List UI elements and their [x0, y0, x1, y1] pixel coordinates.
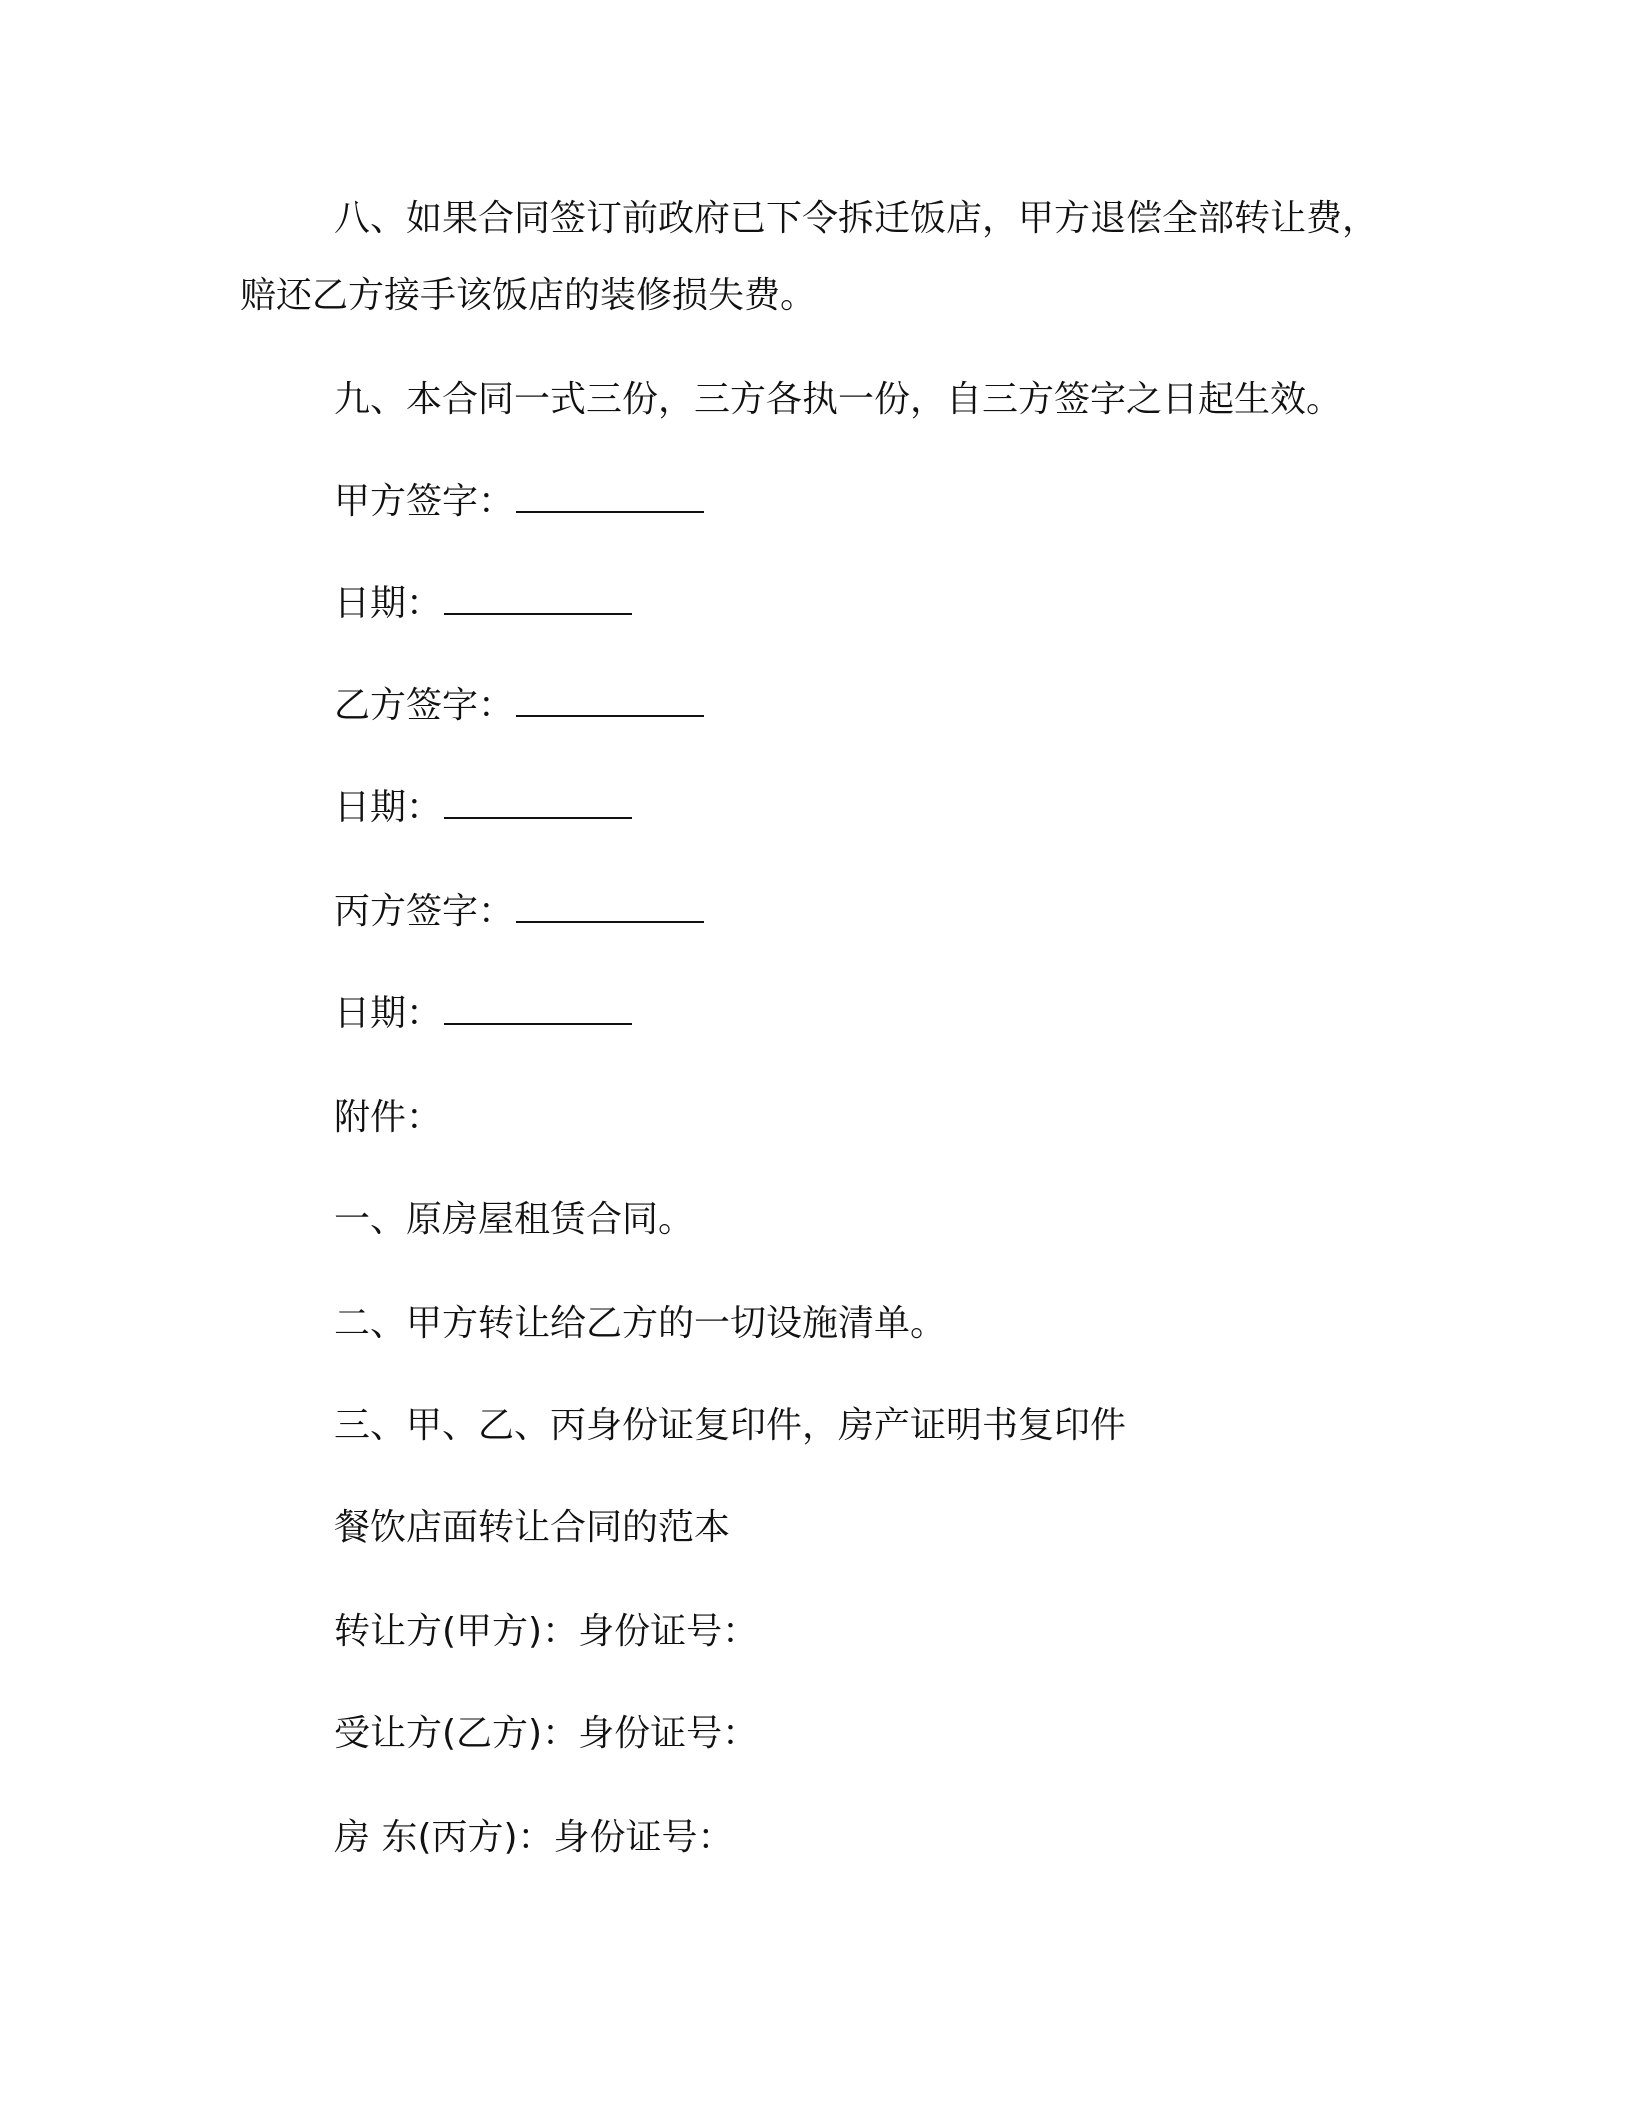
clause-nine: 九、本合同一式三份，三方各执一份，自三方签字之日起生效。 [334, 379, 1343, 420]
date-label-1: 日期： [334, 583, 443, 624]
party-c-signature-blank [516, 891, 704, 923]
attachments-heading: 附件： [334, 1097, 443, 1138]
attachment-item-1: 一、原房屋租赁合同。 [334, 1199, 695, 1240]
party-b-signature-blank [516, 685, 704, 717]
transferor-line: 转让方(甲方)：身份证号： [334, 1611, 759, 1652]
date-blank-1 [444, 583, 632, 615]
date-label-2: 日期： [334, 787, 443, 828]
party-a-signature-blank [516, 481, 704, 513]
date-blank-3 [444, 993, 632, 1025]
landlord-line: 房 东(丙方)：身份证号： [334, 1817, 734, 1858]
party-a-signature-row [334, 480, 704, 524]
party-a-signature-label: 甲方签字： [334, 481, 515, 522]
date-row-2 [334, 786, 632, 830]
attachment-item-3: 三、甲、乙、丙身份证复印件，房产证明书复印件 [334, 1405, 1127, 1446]
date-blank-2 [444, 787, 632, 819]
party-b-signature-row [334, 684, 704, 728]
party-c-signature-row [334, 890, 704, 934]
transferee-line: 受让方(乙方)：身份证号： [334, 1713, 759, 1754]
date-row-3 [334, 992, 632, 1036]
date-row-1 [334, 582, 632, 626]
attachment-item-2: 二、甲方转让给乙方的一切设施清单。 [334, 1303, 947, 1344]
date-label-3: 日期： [334, 993, 443, 1034]
clause-eight: 八、如果合同签订前政府已下令拆迁饭店，甲方退偿全部转让费，赔还乙方接手该饭店的装修损失费。 [240, 198, 1379, 316]
party-b-signature-label: 乙方签字： [334, 685, 515, 726]
template-title: 餐饮店面转让合同的范本 [334, 1507, 731, 1548]
party-c-signature-label: 丙方签字： [334, 891, 515, 932]
